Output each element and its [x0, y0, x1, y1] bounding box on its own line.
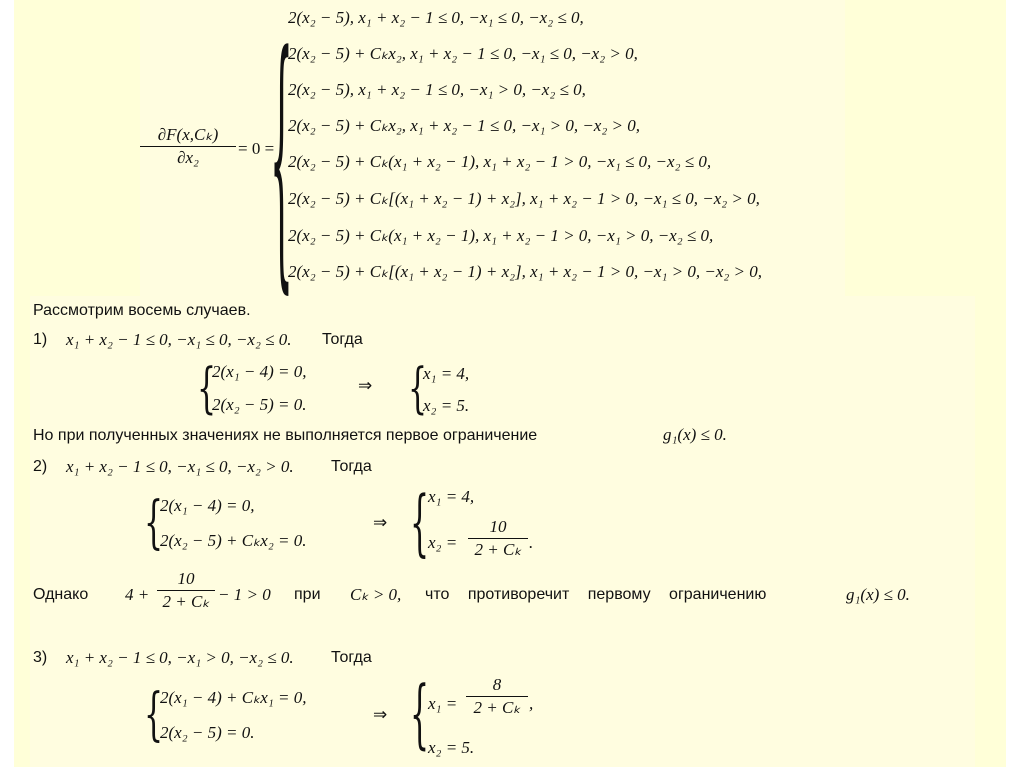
case1-sol2: x₂ = 5. [423, 396, 470, 415]
system-brace: { [270, 8, 293, 320]
case2-eq2: 2(x₂ − 5) + Cₖx₂ = 0. [160, 531, 307, 550]
system-row-4: 2(x₂ − 5) + Cₖx₂, x₁ + x₂ − 1 ≤ 0, −x₁ > 0, −x₂ > 0, [288, 116, 640, 135]
case3-sol1-lhs: x₁ = [428, 694, 458, 713]
case2-sol2-end: . [529, 533, 534, 552]
fraction-bar [468, 538, 528, 539]
case1-label: 1) [33, 331, 48, 348]
derivative-denominator: ∂x₂ [177, 148, 199, 167]
system-row-6: 2(x₂ − 5) + Cₖ[(x₁ + x₂ − 1) + x₂], x₁ + x₂ − 1 > 0, −x₁ ≤ 0, −x₂ > 0, [288, 189, 760, 208]
case2-sol2-numerator: 10 [489, 517, 507, 536]
case3-then: Тогда [331, 649, 372, 666]
case2-condition: x₁ + x₂ − 1 ≤ 0, −x₁ ≤ 0, −x₂ > 0. [66, 457, 294, 476]
case3-brace-right: { [410, 672, 430, 760]
case1-note: Но при полученных значениях не выполняется первое ограничение [33, 427, 538, 444]
case3-eq1: 2(x₁ − 4) + Cₖx₁ = 0, [160, 688, 307, 707]
case1-eq1: 2(x₁ − 4) = 0, [212, 362, 307, 381]
case3-condition: x₁ + x₂ − 1 ≤ 0, −x₁ > 0, −x₂ ≤ 0. [66, 648, 294, 667]
case2-note-expr-d: g₁(x) ≤ 0. [846, 585, 910, 604]
fraction-bar [157, 590, 215, 591]
case2-brace-right: { [410, 482, 430, 566]
case2-then: Тогда [331, 458, 372, 475]
system-row-5: 2(x₂ − 5) + Cₖ(x₁ + x₂ − 1), x₁ + x₂ − 1 > 0, −x₁ ≤ 0, −x₂ ≤ 0, [288, 152, 712, 171]
system-row-1: 2(x₂ − 5), x₁ + x₂ − 1 ≤ 0, −x₁ ≤ 0, −x₂ ≤ 0, [288, 8, 584, 27]
fraction-bar [140, 146, 236, 147]
system-row-3: 2(x₂ − 5), x₁ + x₂ − 1 ≤ 0, −x₁ > 0, −x₂ ≤ 0, [288, 80, 586, 99]
intro-text: Рассмотрим восемь случаев. [33, 302, 251, 319]
case3-implies-icon: ⇒ [373, 705, 388, 724]
case2-note-fraction [157, 569, 215, 612]
system-row-2: 2(x₂ − 5) + Cₖx₂, x₁ + x₂ − 1 ≤ 0, −x₁ ≤ 0, −x₂ > 0, [288, 44, 638, 63]
case2-sol2-lhs: x₂ = [428, 533, 458, 552]
case2-sol2-denominator: 2 + Cₖ [474, 540, 522, 559]
case3-sol1-numerator: 8 [492, 675, 502, 694]
case2-note-word2: при [294, 586, 321, 603]
fraction-bar [466, 696, 528, 697]
case2-note-expr-b: − 1 > 0 [218, 585, 271, 604]
case2-note-word1: Однако [33, 586, 89, 603]
case1-brace-right: { [408, 358, 428, 421]
case2-note-word3: что противоречит первому ограничению [425, 586, 767, 603]
case3-sol1-denominator: 2 + Cₖ [473, 698, 521, 717]
case2-eq1: 2(x₁ − 4) = 0, [160, 496, 255, 515]
case1-implies-icon: ⇒ [358, 376, 373, 395]
case2-note-expr-c: Cₖ > 0, [350, 585, 402, 604]
case2-implies-icon: ⇒ [373, 513, 388, 532]
case1-then: Тогда [322, 331, 363, 348]
derivative-numerator: ∂F(x,Cₖ) [157, 125, 219, 144]
case1-brace-left: { [197, 358, 217, 421]
case2-sol2-fraction [468, 517, 528, 560]
case2-note-numerator: 10 [177, 569, 195, 588]
case2-note-denominator: 2 + Cₖ [162, 592, 210, 611]
system-row-7: 2(x₂ − 5) + Cₖ(x₁ + x₂ − 1), x₁ + x₂ − 1 > 0, −x₁ > 0, −x₂ ≤ 0, [288, 226, 714, 245]
case2-note-expr-a: 4 + [125, 585, 150, 604]
derivative-fraction [140, 125, 236, 168]
equals-zero: = 0 = [238, 139, 275, 158]
case1-condition: x₁ + x₂ − 1 ≤ 0, −x₁ ≤ 0, −x₂ ≤ 0. [66, 330, 292, 349]
system-row-8: 2(x₂ − 5) + Cₖ[(x₁ + x₂ − 1) + x₂], x₁ + x₂ − 1 > 0, −x₁ > 0, −x₂ > 0, [288, 262, 763, 281]
case2-label: 2) [33, 458, 48, 475]
case1-eq2: 2(x₂ − 5) = 0. [212, 395, 307, 414]
case3-label: 3) [33, 649, 48, 666]
case3-sol1-end: , [529, 694, 534, 713]
case3-brace-left: { [144, 682, 164, 749]
case2-sol1: x₁ = 4, [428, 487, 475, 506]
case3-eq2: 2(x₂ − 5) = 0. [160, 723, 255, 742]
case1-sol1: x₁ = 4, [423, 364, 470, 383]
case3-sol2: x₂ = 5. [428, 738, 475, 757]
case1-note-expr: g₁(x) ≤ 0. [663, 425, 727, 444]
case3-sol1-fraction [466, 675, 528, 718]
case2-brace-left: { [144, 490, 164, 557]
